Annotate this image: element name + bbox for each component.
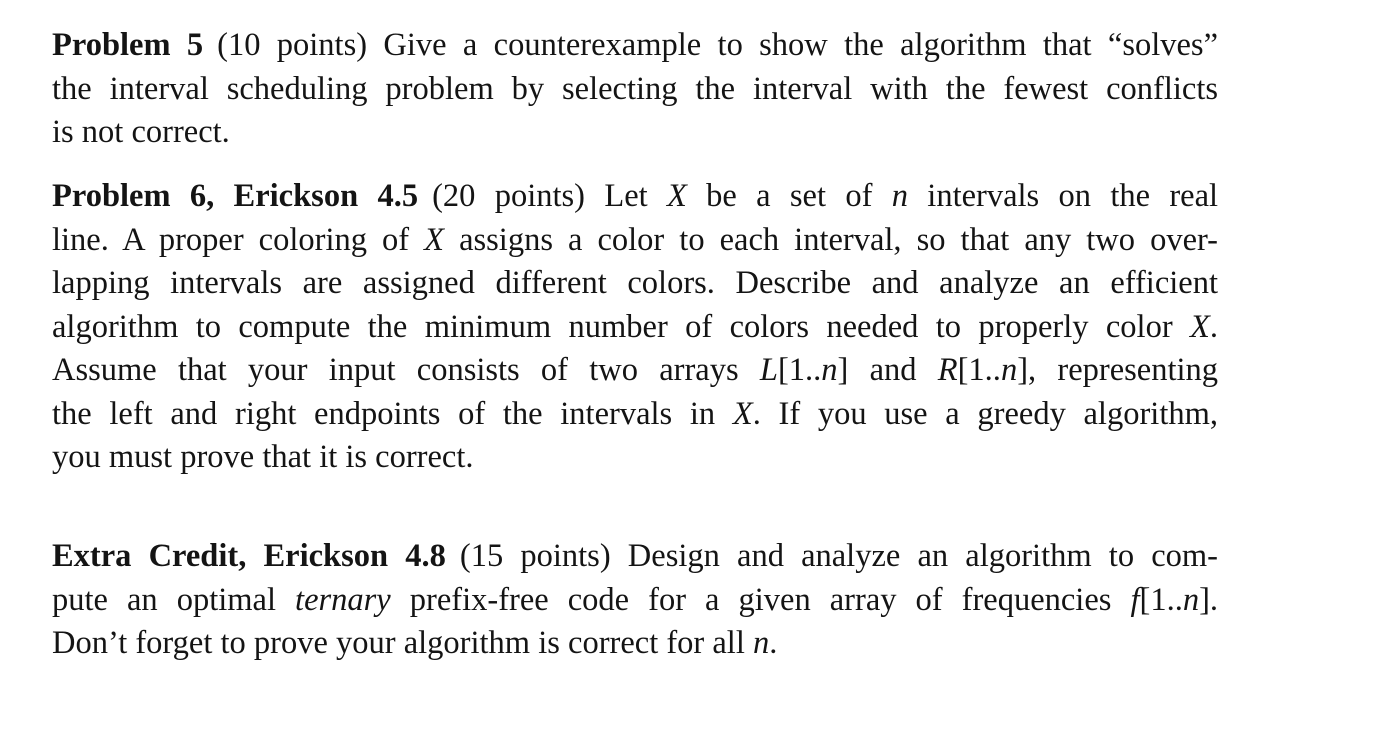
math-n: n (1000, 352, 1018, 388)
extra-credit-points: (15 points) (459, 538, 611, 574)
problem-6-text: Let (604, 178, 648, 214)
problem-5-text-1: Give a counterexample to show the algorithm that “solves” (383, 27, 1218, 63)
math-range: [1.. (1139, 581, 1183, 618)
math-range: ]. (1199, 581, 1219, 618)
problem-5-line-3 (52, 111, 1218, 155)
problem-6-line-2 (52, 219, 1218, 263)
math-R: R (937, 352, 958, 388)
problem-6-line-7 (52, 436, 1218, 480)
math-f: f (1130, 581, 1140, 618)
problem-6-text: and (869, 352, 917, 388)
problem-6-text: assigns a color to each interval, so that any two over- (459, 221, 1218, 258)
problem-6-heading: Problem 6, Erickson 4.5 (52, 178, 419, 214)
problem-6-text: . If you use a greedy algorithm, (752, 395, 1218, 432)
math-X: X (666, 178, 687, 214)
problem-6-text: the left and right endpoints of the intervals in (52, 395, 716, 432)
extra-credit-text: pute an optimal (52, 581, 276, 618)
math-range: [1.. (777, 352, 822, 388)
extra-credit (52, 535, 1218, 666)
problem-6-text: lapping intervals are assigned different colors. Describe and analyze an efficient (52, 265, 1218, 301)
emphasis-ternary: ternary (295, 581, 391, 618)
problem-5-heading: Problem 5 (52, 27, 204, 63)
extra-credit-text: Design and analyze an algorithm to com- (627, 538, 1219, 574)
problem-6-line-3 (52, 262, 1218, 306)
math-n: n (891, 178, 908, 214)
math-X: X (1190, 308, 1210, 345)
math-n: n (821, 352, 838, 388)
problem-6-text: line. A proper coloring of (52, 221, 410, 258)
extra-credit-line-2 (52, 579, 1218, 623)
extra-credit-heading: Extra Credit, Erickson 4.8 (52, 538, 446, 574)
problem-6-text: intervals on the real (927, 178, 1219, 214)
problem-5-line-2 (52, 68, 1218, 112)
problem-6-line-4 (52, 306, 1218, 350)
math-X: X (732, 395, 753, 432)
math-range: ] (837, 352, 849, 388)
problem-6-text: algorithm to compute the minimum number of colors needed to properly color (52, 308, 1173, 345)
problem-5 (52, 24, 1218, 155)
problem-6-text: be a set of (706, 178, 873, 214)
math-X: X (424, 221, 445, 258)
problem-6-text: you must prove that it is correct. (52, 439, 474, 475)
problem-5-line-1 (52, 24, 1218, 68)
math-n: n (1182, 581, 1200, 618)
extra-credit-text: Don’t forget to prove your algorithm is correct for all (52, 625, 745, 661)
problem-6 (52, 175, 1218, 480)
problem-5-text-2: the interval scheduling problem by selecting the interval with the fewest conflicts (52, 70, 1218, 107)
problem-6-text: . (1209, 308, 1218, 345)
problem-6-text: Assume that your input consists of two arrays (52, 352, 739, 388)
math-range: [1.. (957, 352, 1001, 388)
math-L: L (759, 352, 778, 388)
extra-credit-line-1 (52, 535, 1218, 579)
problem-6-line-1 (52, 175, 1218, 219)
extra-credit-line-3 (52, 622, 1218, 666)
problem-6-line-6 (52, 393, 1218, 437)
problem-6-text: ], representing (1017, 352, 1218, 388)
problem-6-line-5 (52, 349, 1218, 393)
problem-5-text-3: is not correct. (52, 114, 230, 150)
problem-5-points: (10 points) (217, 27, 368, 63)
math-n: n (752, 625, 770, 661)
extra-credit-text: prefix-free code for a given array of frequencies (409, 581, 1112, 618)
problem-6-points: (20 points) (432, 178, 586, 214)
extra-credit-text: . (769, 625, 778, 661)
